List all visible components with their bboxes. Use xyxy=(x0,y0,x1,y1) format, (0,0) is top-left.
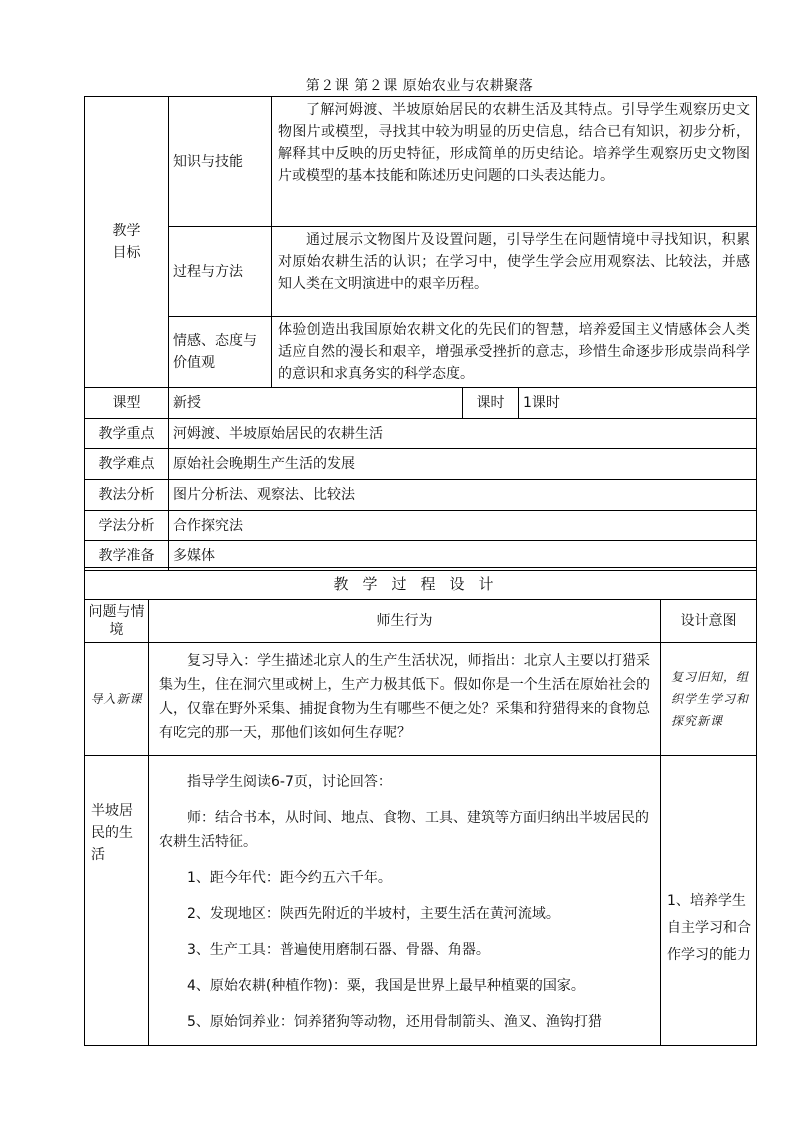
hours-value: 1课时 xyxy=(519,388,757,419)
banpo-paragraph: 1、距今年代：距今约五六千年。 xyxy=(187,870,392,886)
objective-text-knowledge xyxy=(272,97,757,227)
banpo-paragraph: 师：结合书本，从时间、地点、食物、工具、建筑等方面归纳出半坡居民的农耕生活特征。 xyxy=(159,810,649,850)
intro-behavior xyxy=(149,643,661,756)
objective-text-process xyxy=(272,227,757,317)
intent-header: 设计意图 xyxy=(661,600,757,643)
banpo-paragraph: 5、原始饲养业：饲养猪狗等动物，还用骨制箭头、渔叉、渔钩打猎 xyxy=(187,1014,602,1030)
banpo-context: 半坡居民的生活 xyxy=(85,756,149,1046)
focus-value: 河姆渡、半坡原始居民的农耕生活 xyxy=(169,419,757,449)
hours-label: 课时 xyxy=(463,388,519,419)
learn-value: 合作探究法 xyxy=(169,511,757,541)
type-value: 新授 xyxy=(169,388,463,419)
prep-value: 多媒体 xyxy=(169,541,757,571)
process-banner: 教学过程设计 xyxy=(85,568,757,600)
page-title: 第２课 第２课 原始农业与农耕聚落 xyxy=(305,78,534,94)
intro-context: 导入新课 xyxy=(85,643,149,756)
objective-knowledge-text: 了解河姆渡、半坡原始居民的农耕生活及其特点。引导学生观察历史文物图片或模型，寻找其中较为明显的历史信息，结合已有知识，初步分析，解释其中反映的历史特征，形成简单的历史结论。培养学生观察历史文物图片或模型的基本技能和陈述历史问题的口头表达能力。 xyxy=(278,102,751,184)
difficulty-label: 教学难点 xyxy=(85,449,169,480)
objective-label-emotion: 情感、态度与价值观 xyxy=(169,317,272,388)
method-value: 图片分析法、观察法、比较法 xyxy=(169,480,757,511)
banpo-paragraph: 指导学生阅读6-7页，讨论回答： xyxy=(187,774,392,790)
prep-label: 教学准备 xyxy=(85,541,169,571)
objective-process-text: 通过展示文物图片及设置问题，引导学生在问题情境中寻找知识，积累对原始农耕生活的认识；在学习中，使学生学会应用观察法、比较法，并感知人类在文明演进中的艰辛历程。 xyxy=(278,232,751,292)
process-table xyxy=(84,567,757,1046)
objective-label-process: 过程与方法 xyxy=(169,227,272,317)
intro-behavior-text: 复习导入：学生描述北京人的生产生活状况，师指出：北京人主要以打猎采集为生，住在洞穴里或树上，生产力极其低下。假如你是一个生活在原始社会的人，仅靠在野外采集、捕捉食物为生有哪些不便之处？采集和狩猎得来的食物总有吃完的那一天，那他们该如何生存呢？ xyxy=(159,653,650,741)
intro-intent: 复习旧知，组织学生学习和探究新课 xyxy=(661,643,757,756)
method-label: 教法分析 xyxy=(85,480,169,511)
banpo-behavior xyxy=(149,756,661,1046)
learn-label: 学法分析 xyxy=(85,511,169,541)
banpo-paragraph: 2、发现地区：陕西先附近的半坡村，主要生活在黄河流域。 xyxy=(187,906,560,922)
objectives-table xyxy=(84,96,757,571)
banpo-paragraph: 4、原始农耕(种植作物)：粟，我国是世界上最早种植粟的国家。 xyxy=(187,978,585,994)
objectives-header: 教学目标 xyxy=(112,223,141,261)
difficulty-value: 原始社会晚期生产生活的发展 xyxy=(169,449,757,480)
objective-label-knowledge: 知识与技能 xyxy=(169,97,272,227)
type-label: 课型 xyxy=(85,388,169,419)
objectives-header-cell xyxy=(85,97,169,388)
objective-text-emotion: 体验创造出我国原始农耕文化的先民们的智慧，培养爱国主义情感体会人类适应自然的漫长和艰辛，增强承受挫折的意志，珍惜生命逐步形成崇尚科学的意识和求真务实的科学态度。 xyxy=(272,317,757,388)
banpo-paragraph: 3、生产工具：普遍使用磨制石器、骨器、角器。 xyxy=(187,942,490,958)
banpo-intent: 1、培养学生自主学习和合作学习的能力 xyxy=(661,756,757,1046)
context-header: 问题与情境 xyxy=(85,600,149,643)
focus-label: 教学重点 xyxy=(85,419,169,449)
behavior-header: 师生行为 xyxy=(149,600,661,643)
